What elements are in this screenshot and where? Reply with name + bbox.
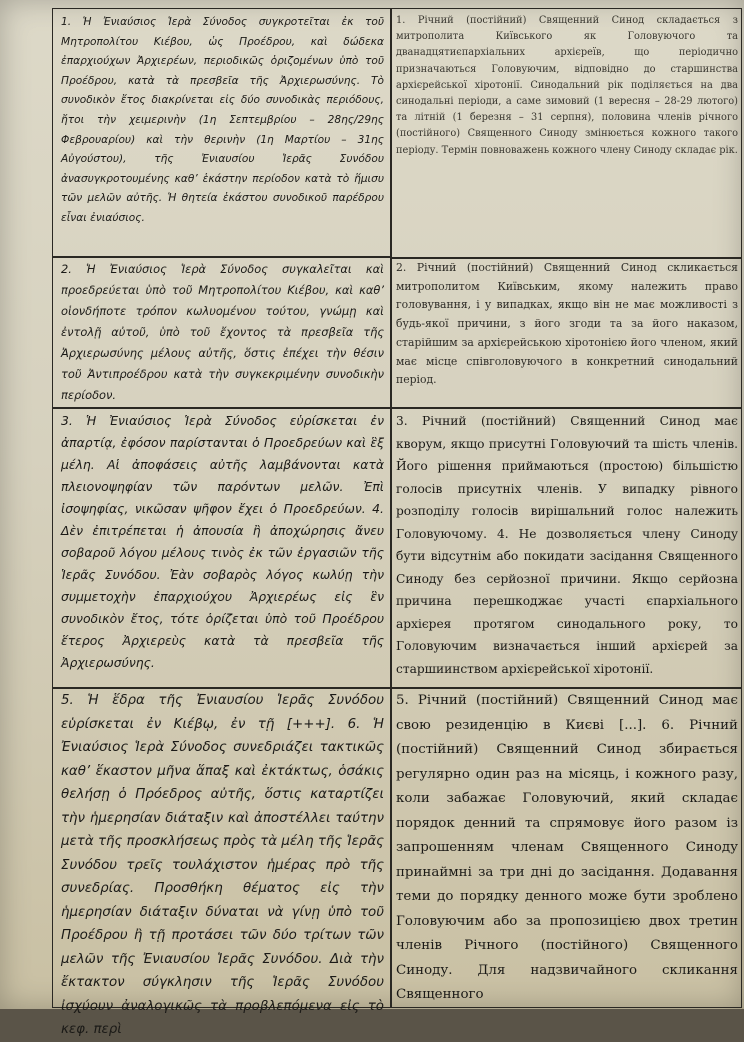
ukrainian-text: 2. Річний (постійний) Священний Синод скликається митрополитом Київським, якому належить право головування, і у випадках, якщо він не має можливості з будь-якої причини, з його згоди та за його наказом, старійшим за архієрейською хіротонією його членом, який має місце співголовуючого в конкретний синодальний період. — [396, 261, 738, 387]
greek-text: 2. Ἡ Ἐνιαύσιος Ἱερὰ Σύνοδος συγκαλεῖται καὶ προεδρεύεται ὑπὸ τοῦ Μητροπολίτου Κιέβου, καὶ καθ’ οἱονδήποτε τρόπον κωλυομένου τούτου, γνώμῃ καὶ ἐντολῇ αὐτοῦ, ὑπὸ τοῦ ἔχοντος τὰ πρεσβεῖα τῆς Ἀρχιερωσύνης μέλους αὐτῆς, ὅστις ἐπέχει τὴν θέσιν τοῦ Ἀντιπροέδρου κατὰ τὴν συγκεκριμένην συνοδικὴν περίοδον. — [61, 262, 384, 402]
greek-paragraph-2 — [61, 259, 384, 409]
ukrainian-text: 3. Річний (постійний) Священний Синод має кворум, якщо присутні Головуючий та шість членів. Його рішення приймаються (простою) більшістю голосів присутніх членів. У випадку рівного розподілу голосів вирішальний голос належить Головуючому. 4. Не дозволяється члену Синоду бути відсутнім або покидати засідання Священного Синоду без серйозної причини. Якщо серйозна причина перешкоджає участі єпархіального архієрея протягом синодального року, то Головуючим визначається інший архієрей за старшиинством архієрейської хіротонії. — [396, 414, 738, 676]
parallel-text-table — [52, 8, 742, 1037]
greek-paragraph-3-4 — [61, 410, 384, 685]
greek-text: 1. Ἡ Ἐνιαύσιος Ἱερὰ Σύνοδος συγκροτεῖται ἐκ τοῦ Μητροπολίτου Κιέβου, ὡς Προέδρου, καὶ δώδεκα ἐπαρχιούχων Ἀρχιερέων, περιοδικῶς ὁριζομένων ὑπὸ τοῦ Προέδρου, κατὰ τὰ πρεσβεῖα τῆς Ἀρχιερωσύνης. Τὸ συνοδικὸν ἔτος διακρίνεται εἰς δύο συνοδικὰς περιόδους, ἤτοι τὴν χειμερινὴν (1η Σεπτεμβρίου – 28ης/29ης Φεβρουαρίου) καὶ τὴν θερινὴν (1η Μαρτίου – 31ης Αὐγούστου), τῆς Ἐνιαυσίου Ἱερᾶς Συνόδου ἀνασυγκροτουμένης καθ’ ἑκάστην περίοδον κατὰ τὸ ἥμισυ τῶν μελῶν αὐτῆς. Ἡ θητεία ἑκάστου συνοδικοῦ παρέδρου εἶναι ἐνιαύσιος. — [61, 16, 384, 224]
greek-paragraph-5-6 — [61, 689, 384, 1037]
ukrainian-paragraph-5-6 — [396, 689, 738, 1009]
ukrainian-paragraph-1 — [396, 13, 738, 257]
ukrainian-paragraph-2 — [396, 259, 738, 409]
column-divider — [390, 9, 392, 1007]
greek-text: 5. Ἡ ἕδρα τῆς Ἐνιαυσίου Ἱερᾶς Συνόδου εὑρίσκεται ἐν Κιέβῳ, ἐν τῇ [+++]. 6. Ἡ Ἐνιαύσιος Ἱερὰ Σύνοδος συνεδριάζει τακτικῶς καθ’ ἕκαστον μῆνα ἅπαξ καὶ ἐκτάκτως, ὁσάκις θελήσῃ ὁ Πρόεδρος αὐτῆς, ὅστις καταρτίζει τὴν ἡμερησίαν διάταξιν καὶ ἀποστέλλει ταύτην μετὰ τῆς προσκλήσεως πρὸς τὰ μέλη τῆς Ἱερᾶς Συνόδου τρεῖς τουλάχιστον ἡμέρας πρὸ τῆς συνεδρίας. Προσθήκη θέματος εἰς τὴν ἡμερησίαν διάταξιν δύναται νὰ γίνῃ ὑπὸ τοῦ Προέδρου ἢ τῇ προτάσει τῶν δύο τρίτων τῶν μελῶν τῆς Ἐνιαυσίου Ἱερᾶς Συνόδου. Διὰ τὴν ἔκτακτον σύγκλησιν τῆς Ἱερᾶς Συνόδου ἰσχύουν ἀναλογικῶς τὰ προβλεπόμενα εἰς τὸ κεφ. περὶ — [61, 693, 384, 1037]
ukrainian-text: 1. Річний (постійний) Священний Синод складається з митрополита Київського як Головуючого та дванадцятиєпархіальних архієреїв, що періодично призначаються Головуючим, відповідно до старшинства архієрейської хіротонії. Синодальний рік поділяється на два синодальні періоди, а саме зимовий (1 вересня – 28-29 лютого) та літній (1 березня – 31 серпня), половина членів річного (постійного) Священного Синоду змінюється кожного такого періоду. Термін повноважень кожного члену Синоду складає рік. — [396, 15, 738, 156]
ukrainian-text: 5. Річний (постійний) Священний Синод має свою резиденцію в Києві [...]. 6. Річний (постійний) Священний Синод збирається регулярно один раз на місяць, і кожного разу, коли забажає Головуючий, який складає порядок денний та спрямовує його разом із запрошенням членам Священного Синоду принаймні за три дні до засідання. Додавання теми до порядку денного може бути зроблено Головуючим або за пропозицією двох третин членів Річного (постійного) Священного Синоду. Для надзвичайного скликання Священного — [396, 693, 738, 1002]
greek-text: 3. Ἡ Ἐνιαύσιος Ἱερὰ Σύνοδος εὑρίσκεται ἐν ἀπαρτίᾳ, ἐφόσον παρίστανται ὁ Προεδρεύων καὶ ἓξ μέλη. Αἱ ἀποφάσεις αὐτῆς λαμβάνονται κατὰ πλειονοψηφίαν τῶν παρόντων μελῶν. Ἐπὶ ἰσοψηφίας, νικῶσαν ψῆφον ἔχει ὁ Προεδρεύων. 4. Δὲν ἐπιτρέπεται ἡ ἀπουσία ἢ ἀποχώρησις ἄνευ σοβαροῦ λόγου μέλους τινὸς ἐκ τῶν ἐργασιῶν τῆς Ἱερᾶς Συνόδου. Ἐὰν σοβαρὸς λόγος κωλύῃ τὴν συμμετοχὴν ἐπαρχιούχου Ἀρχιερέως εἰς ἓν συνοδικὸν ἔτος, τότε ὁρίζεται ὑπὸ τοῦ Προέδρου ἕτερος Ἀρχιερεὺς κατὰ τὰ πρεσβεῖα τῆς Ἀρχιερωσύνης. — [61, 413, 384, 670]
ukrainian-paragraph-3-4 — [396, 410, 738, 685]
greek-paragraph-1 — [61, 13, 384, 257]
